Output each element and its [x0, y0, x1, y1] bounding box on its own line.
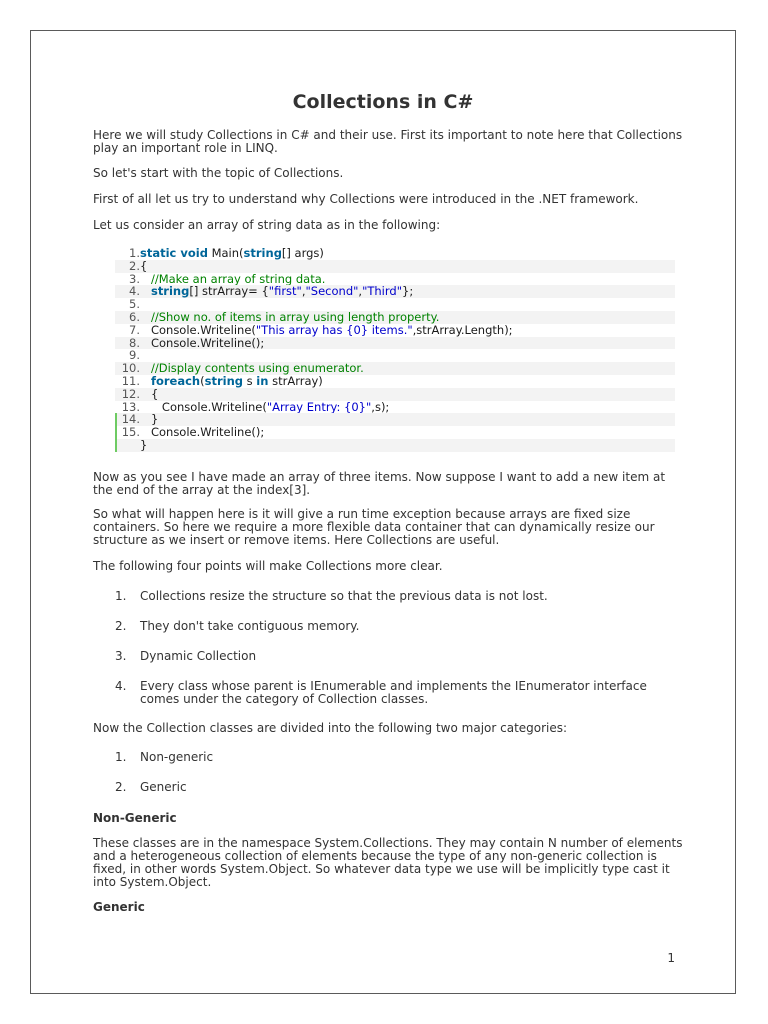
- list-text: They don't take contiguous memory.: [140, 619, 360, 633]
- code-line: [115, 426, 675, 439]
- intro-paragraph: So let's start with the topic of Collections.: [93, 166, 344, 180]
- code-token: s: [242, 373, 257, 388]
- section-heading: Generic: [93, 900, 145, 914]
- code-token: [140, 284, 151, 298]
- intro-paragraph: First of all let us try to understand why Collections were introduced in the .NET framework.: [93, 192, 639, 206]
- code-token: string: [150, 284, 190, 299]
- line-number: 11.: [121, 373, 140, 388]
- line-number: 8.: [129, 335, 140, 350]
- code-token: ,: [358, 284, 363, 299]
- line-number: 2.: [129, 258, 140, 273]
- code-token: //Make an array of string data.: [140, 271, 326, 286]
- code-line: [115, 439, 675, 452]
- list-number: 4.: [115, 679, 127, 693]
- list-text: Every class whose parent is IEnumerable and implements the IEnumerator interface comes under the category of Collection classes.: [140, 679, 647, 706]
- code-token: in: [256, 373, 269, 388]
- code-token: (: [200, 373, 205, 388]
- code-line: [115, 337, 675, 350]
- document-title: Collections in C#: [292, 91, 474, 113]
- list-text: Collections resize the structure so that the previous data is not lost.: [140, 589, 548, 603]
- code-token: ,strArray.Length);: [412, 322, 513, 337]
- section-heading: Non-Generic: [93, 811, 177, 825]
- code-line: [115, 247, 675, 260]
- line-number: 7.: [129, 322, 140, 337]
- list-number: 3.: [115, 649, 127, 663]
- code-token: [] args): [281, 246, 324, 260]
- code-token: "Array Entry: {0}": [266, 399, 372, 414]
- code-text: [140, 426, 264, 439]
- code-token: foreach: [150, 373, 201, 388]
- code-text: [140, 285, 413, 298]
- page-number: 1: [667, 951, 675, 965]
- code-token: strArray): [268, 373, 323, 388]
- line-number: 10.: [121, 361, 140, 376]
- line-number: 6.: [129, 309, 140, 324]
- line-number: 9.: [129, 348, 140, 363]
- code-token: string: [204, 373, 243, 388]
- body-paragraph: So what will happen here is it will give a run time exception because arrays are fixed size containers. So here we require a more flexible data container that can dynamically resize our structure as we insert or remove items. Here Collections are useful.: [93, 507, 655, 547]
- code-line: [115, 401, 675, 414]
- code-token: {: [140, 258, 148, 273]
- code-text: [140, 247, 324, 260]
- line-number: 5.: [129, 297, 140, 312]
- code-token: Console.Writeline();: [140, 425, 265, 440]
- code-line: [115, 285, 675, 298]
- code-token: }: [140, 412, 159, 427]
- body-paragraph: These classes are in the namespace System.Collections. They may contain N number of elements and a heterogeneous collection of elements because the type of any non-generic collection is fixed, in other words System.Object. So whatever data type we use will be implicitly type cast it into System.Object.: [93, 836, 683, 889]
- body-paragraph: Now the Collection classes are divided into the following two major categories:: [93, 721, 568, 735]
- intro-paragraph: Let us consider an array of string data as in the following:: [93, 218, 441, 232]
- list-text: Non-generic: [140, 750, 214, 764]
- code-line: [115, 375, 675, 388]
- list-number: 1.: [115, 589, 127, 603]
- code-text: [140, 401, 389, 414]
- code-token: Console.Writeline(: [140, 399, 267, 414]
- line-number: 13.: [121, 399, 140, 414]
- line-number: 3.: [129, 271, 140, 286]
- body-paragraph: Now as you see I have made an array of three items. Now suppose I want to add a new item at the end of the array at the index[3].: [93, 470, 666, 497]
- code-text: [140, 337, 264, 350]
- code-token: "Second": [305, 284, 359, 299]
- code-token: ,: [301, 284, 306, 299]
- code-token: ,s);: [371, 399, 390, 414]
- code-token: {: [140, 386, 159, 401]
- code-token: //Display contents using enumerator.: [140, 361, 364, 376]
- code-token: };: [402, 284, 414, 299]
- line-number: 12.: [121, 386, 140, 401]
- document-page: [30, 30, 736, 994]
- change-marker: [115, 426, 117, 439]
- code-text: [140, 439, 147, 452]
- code-token: string: [243, 246, 282, 260]
- line-number: 15.: [121, 425, 140, 440]
- code-token: //Show no. of items in array using length property.: [140, 309, 440, 324]
- code-token: [] strArray= {: [189, 284, 269, 299]
- body-paragraph: The following four points will make Collections more clear.: [93, 559, 443, 573]
- change-marker: [115, 413, 117, 426]
- code-token: "first": [268, 284, 302, 299]
- list-number: 1.: [115, 750, 127, 764]
- code-token: Console.Writeline();: [140, 335, 265, 350]
- code-token: "This array has {0} items.": [255, 322, 413, 337]
- list-number: 2.: [115, 780, 127, 794]
- code-block: [115, 247, 675, 452]
- code-token: static void: [140, 246, 208, 260]
- code-token: "Third": [362, 284, 402, 299]
- code-token: Console.Writeline(: [140, 322, 256, 337]
- list-text: Dynamic Collection: [140, 649, 257, 663]
- line-number: 14.: [121, 412, 140, 427]
- code-token: Main(: [207, 246, 244, 260]
- list-number: 2.: [115, 619, 127, 633]
- change-marker: [115, 439, 117, 452]
- line-number: 1.: [129, 246, 140, 260]
- line-number: 4.: [129, 284, 140, 299]
- code-token: }: [140, 437, 148, 452]
- intro-paragraph: Here we will study Collections in C# and their use. First its important to note here that Collections play an important role in LINQ.: [93, 128, 683, 155]
- code-text: [140, 375, 323, 388]
- list-text: Generic: [140, 780, 187, 794]
